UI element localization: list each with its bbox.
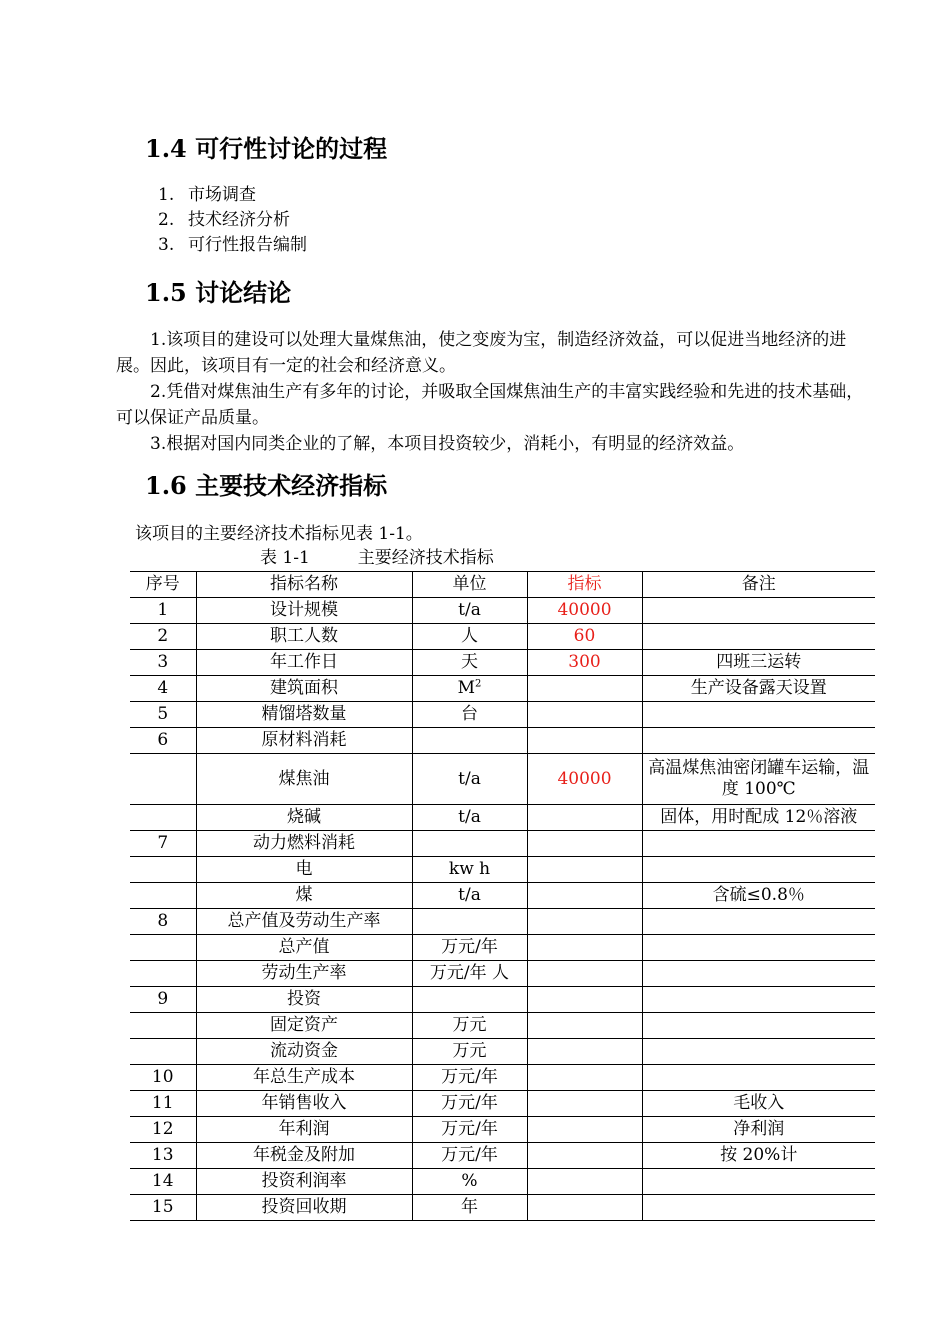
cell-value [527, 1039, 642, 1065]
cell-no: 7 [130, 831, 196, 857]
table-row [130, 1065, 875, 1091]
table-row [130, 1013, 875, 1039]
table-header-row [130, 572, 875, 598]
cell-unit: 万元/年 [412, 935, 527, 961]
indicators-table [130, 571, 875, 1221]
cell-name: 流动资金 [196, 1039, 412, 1065]
cell-value [527, 857, 642, 883]
cell-no [130, 1013, 196, 1039]
cell-no: 12 [130, 1117, 196, 1143]
cell-unit: 年 [412, 1195, 527, 1221]
header-value: 指标 [527, 572, 642, 598]
table-row [130, 728, 875, 754]
list-number: 2. [158, 210, 175, 230]
table-row [130, 831, 875, 857]
cell-unit: t/a [412, 883, 527, 909]
cell-value [527, 909, 642, 935]
cell-name: 精馏塔数量 [196, 702, 412, 728]
cell-name: 烧碱 [196, 805, 412, 831]
cell-no: 10 [130, 1065, 196, 1091]
list-text: 可行性报告编制 [188, 235, 307, 255]
unit-base: M [457, 678, 476, 698]
cell-no: 6 [130, 728, 196, 754]
cell-unit [412, 909, 527, 935]
cell-unit: 万元 [412, 1013, 527, 1039]
cell-unit: t/a [412, 805, 527, 831]
cell-unit: 万元/年 [412, 1091, 527, 1117]
cell-no [130, 857, 196, 883]
cell-unit [412, 728, 527, 754]
cell-note: 高温煤焦油密闭罐车运输，温度 100℃ [642, 754, 875, 805]
cell-name: 固定资产 [196, 1013, 412, 1039]
table-caption-number: 表 1-1 [260, 548, 310, 568]
table-row [130, 1117, 875, 1143]
cell-note [642, 831, 875, 857]
cell-unit: 万元/年 [412, 1117, 527, 1143]
cell-no: 2 [130, 624, 196, 650]
table-row [130, 1091, 875, 1117]
cell-no: 8 [130, 909, 196, 935]
table-row [130, 1195, 875, 1221]
cell-value [527, 935, 642, 961]
cell-value [527, 728, 642, 754]
cell-value [527, 1195, 642, 1221]
cell-unit: 天 [412, 650, 527, 676]
cell-name: 动力燃料消耗 [196, 831, 412, 857]
cell-note [642, 728, 875, 754]
table-row [130, 909, 875, 935]
cell-note: 毛收入 [642, 1091, 875, 1117]
cell-no: 11 [130, 1091, 196, 1117]
cell-name: 煤焦油 [196, 754, 412, 805]
cell-value: 40000 [527, 598, 642, 624]
cell-value [527, 1065, 642, 1091]
cell-value [527, 1013, 642, 1039]
table-intro-text: 该项目的主要经济技术指标见表 1-1。 [135, 524, 423, 544]
cell-value [527, 702, 642, 728]
cell-note [642, 857, 875, 883]
header-note: 备注 [642, 572, 875, 598]
cell-note: 固体，用时配成 12％溶液 [642, 805, 875, 831]
cell-note [642, 1195, 875, 1221]
cell-value [527, 805, 642, 831]
cell-note [642, 1169, 875, 1195]
table-row [130, 1169, 875, 1195]
cell-value: 60 [527, 624, 642, 650]
table-row [130, 1143, 875, 1169]
cell-value [527, 831, 642, 857]
cell-note [642, 1065, 875, 1091]
cell-value [527, 987, 642, 1013]
table-row [130, 1039, 875, 1065]
table-row [130, 702, 875, 728]
cell-name: 年工作日 [196, 650, 412, 676]
cell-note: 含硫≤0.8％ [642, 883, 875, 909]
section-1-4-heading: 1.4 可行性讨论的过程 [145, 134, 388, 163]
conclusion-paragraph-2: 2.凭借对煤焦油生产有多年的讨论，并吸取全国煤焦油生产的丰富实践经验和先进的技术基础，可以保证产品质量。 [116, 382, 864, 428]
cell-unit [412, 987, 527, 1013]
cell-note [642, 702, 875, 728]
cell-unit: kw h [412, 857, 527, 883]
table-row [130, 883, 875, 909]
table-row [130, 857, 875, 883]
cell-name: 投资利润率 [196, 1169, 412, 1195]
cell-unit: 万元/年 [412, 1065, 527, 1091]
cell-no [130, 1039, 196, 1065]
cell-note [642, 909, 875, 935]
cell-name: 年利润 [196, 1117, 412, 1143]
cell-no: 9 [130, 987, 196, 1013]
table-row [130, 935, 875, 961]
cell-no [130, 883, 196, 909]
cell-unit: 万元 [412, 1039, 527, 1065]
cell-name: 职工人数 [196, 624, 412, 650]
cell-value [527, 1091, 642, 1117]
cell-unit: % [412, 1169, 527, 1195]
cell-no [130, 754, 196, 805]
conclusion-paragraph-3: 3.根据对国内同类企业的了解，本项目投资较少，消耗小，有明显的经济效益。 [150, 434, 745, 454]
cell-value: 40000 [527, 754, 642, 805]
list-text: 技术经济分析 [188, 210, 290, 230]
cell-no: 5 [130, 702, 196, 728]
unit-superscript: 2 [475, 678, 482, 690]
cell-unit [412, 831, 527, 857]
cell-unit: 万元/年 [412, 1143, 527, 1169]
cell-note: 生产设备露天设置 [642, 676, 875, 702]
section-1-6-heading: 1.6 主要技术经济指标 [145, 471, 388, 500]
cell-name: 建筑面积 [196, 676, 412, 702]
table-caption-title: 主要经济技术指标 [357, 548, 494, 568]
table-caption [260, 545, 494, 571]
table-row [130, 805, 875, 831]
cell-value [527, 1169, 642, 1195]
cell-no: 4 [130, 676, 196, 702]
cell-note: 净利润 [642, 1117, 875, 1143]
cell-note [642, 987, 875, 1013]
table-row [130, 987, 875, 1013]
header-unit: 单位 [412, 572, 527, 598]
cell-name: 总产值及劳动生产率 [196, 909, 412, 935]
cell-note [642, 624, 875, 650]
cell-no: 1 [130, 598, 196, 624]
cell-name: 劳动生产率 [196, 961, 412, 987]
cell-unit: 人 [412, 624, 527, 650]
cell-name: 年税金及附加 [196, 1143, 412, 1169]
cell-no: 15 [130, 1195, 196, 1221]
conclusion-block [116, 327, 864, 457]
cell-note: 按 20%计 [642, 1143, 875, 1169]
table-row [130, 676, 875, 702]
cell-note [642, 961, 875, 987]
cell-unit: 台 [412, 702, 527, 728]
cell-name: 原材料消耗 [196, 728, 412, 754]
cell-no: 3 [130, 650, 196, 676]
cell-no [130, 961, 196, 987]
table-row [130, 650, 875, 676]
cell-note: 四班三运转 [642, 650, 875, 676]
section-1-5-heading: 1.5 讨论结论 [145, 278, 292, 307]
header-name: 指标名称 [196, 572, 412, 598]
cell-note [642, 598, 875, 624]
list-text: 市场调查 [188, 185, 256, 205]
cell-unit [412, 676, 527, 702]
cell-note [642, 935, 875, 961]
cell-note [642, 1039, 875, 1065]
cell-no [130, 805, 196, 831]
cell-name: 设计规模 [196, 598, 412, 624]
cell-no [130, 935, 196, 961]
cell-name: 投资回收期 [196, 1195, 412, 1221]
cell-no: 14 [130, 1169, 196, 1195]
cell-unit: t/a [412, 754, 527, 805]
cell-name: 总产值 [196, 935, 412, 961]
cell-unit: t/a [412, 598, 527, 624]
cell-value [527, 1143, 642, 1169]
cell-name: 电 [196, 857, 412, 883]
list-number: 3. [158, 235, 175, 255]
cell-note [642, 1013, 875, 1039]
cell-value [527, 883, 642, 909]
cell-unit: 万元/年 人 [412, 961, 527, 987]
cell-value [527, 676, 642, 702]
cell-value: 300 [527, 650, 642, 676]
cell-name: 年销售收入 [196, 1091, 412, 1117]
cell-value [527, 961, 642, 987]
table-row [130, 598, 875, 624]
table-row [130, 624, 875, 650]
cell-name: 煤 [196, 883, 412, 909]
cell-name: 年总生产成本 [196, 1065, 412, 1091]
cell-name: 投资 [196, 987, 412, 1013]
list-number: 1. [158, 185, 175, 205]
conclusion-paragraph-1: 1.该项目的建设可以处理大量煤焦油，使之变废为宝，制造经济效益，可以促进当地经济的进展。因此，该项目有一定的社会和经济意义。 [116, 330, 847, 376]
table-row [130, 754, 875, 805]
header-no: 序号 [130, 572, 196, 598]
cell-value [527, 1117, 642, 1143]
table-row [130, 961, 875, 987]
cell-no: 13 [130, 1143, 196, 1169]
